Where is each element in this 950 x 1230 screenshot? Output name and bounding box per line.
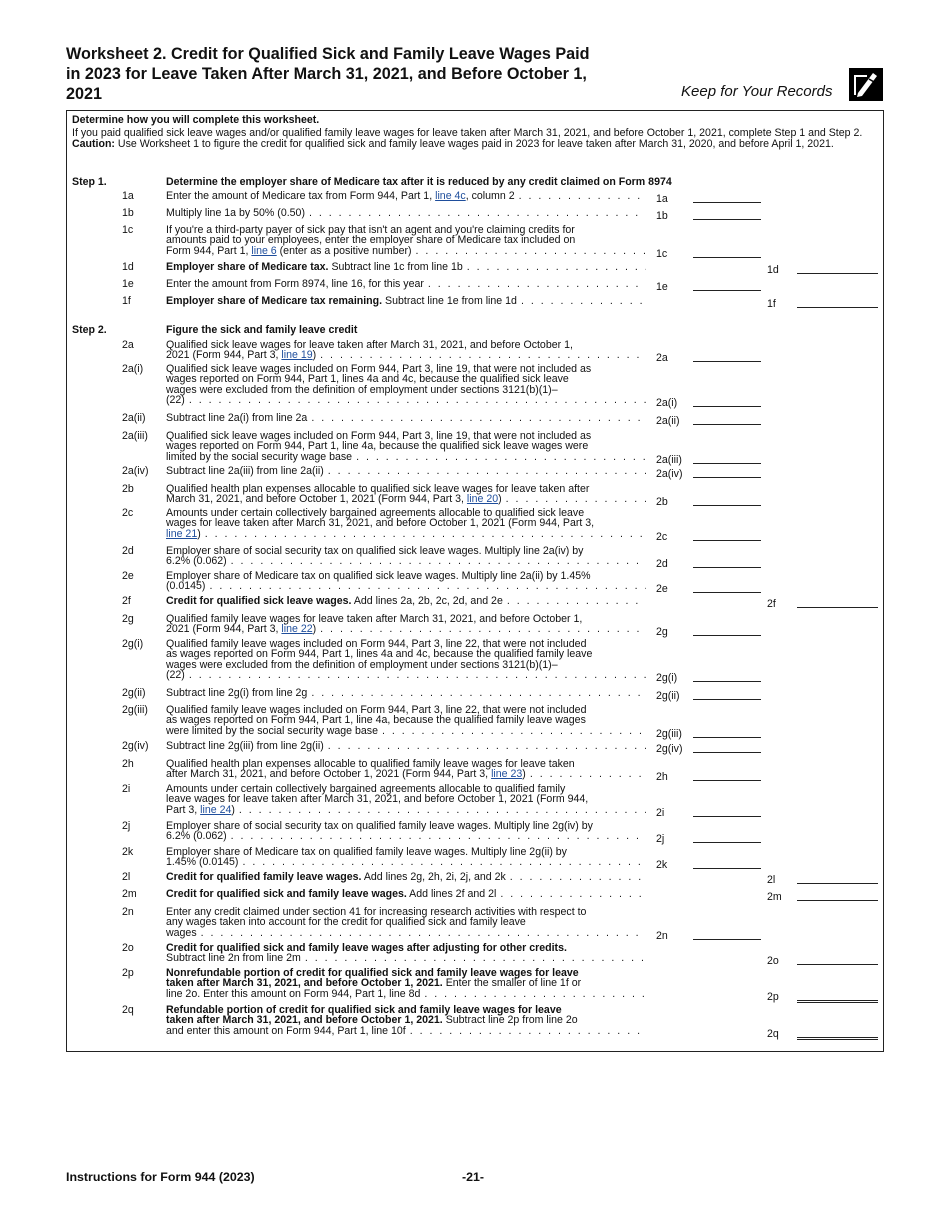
answer-line-label: 2a(ii) <box>656 415 680 427</box>
description-line <box>166 857 646 867</box>
description-text: taken after March 31, 2021, and before October 1, 2021. <box>166 977 443 990</box>
line-number: 2q <box>122 1004 134 1016</box>
dot-leader <box>320 350 646 360</box>
description-text: Nonrefundable portion of credit for qualified sick and family leave wages for leave <box>166 967 579 979</box>
description-text: Add lines 2f and 2l <box>406 888 497 900</box>
description-line <box>166 452 646 462</box>
description-text: as wages reported on Form 944, Part 1, line 4a, because the qualified family leave wages <box>166 714 586 727</box>
title-line: in 2023 for Leave Taken After March 31, 2021, and Before October 1, <box>66 65 587 83</box>
dot-leader <box>189 670 646 680</box>
amount-input-field[interactable] <box>797 873 878 884</box>
description-text: Enter the amount from Form 8974, line 16, for this year <box>166 278 424 290</box>
line-number: 1e <box>122 278 134 290</box>
line-description <box>166 741 646 751</box>
line-number: 2g(iii) <box>122 704 148 716</box>
line-description <box>166 759 646 780</box>
description-text: Qualified sick leave wages included on Form 944, Part 3, line 19, that were not included as <box>166 430 592 442</box>
amount-input-field[interactable] <box>693 929 761 940</box>
description-text: Add lines 2g, 2h, 2i, 2j, and 2k <box>361 871 506 883</box>
answer-line-label: 2d <box>656 558 668 571</box>
description-text: Multiply line 1a by 50% (0.50) <box>166 207 305 219</box>
line-number: 2a(ii) <box>122 412 146 424</box>
description-line <box>166 847 646 857</box>
line-number: 2l <box>122 871 131 883</box>
amount-input-field[interactable] <box>693 770 761 781</box>
line-description <box>166 847 646 868</box>
line-number: 2a(iii) <box>122 430 148 442</box>
answer-line-label: 1e <box>656 281 668 293</box>
description-text: March 31, 2021, and before October 1, 2021 (Form 944, Part 3, <box>166 493 467 506</box>
description-text: were limited by the social security wage base <box>166 724 378 737</box>
line-number: 2i <box>122 783 131 795</box>
description-line <box>166 670 646 680</box>
dot-leader <box>311 688 646 698</box>
description-line <box>166 494 646 504</box>
description-text: ) <box>312 349 317 362</box>
dot-leader <box>410 1026 646 1036</box>
line-description <box>166 596 646 606</box>
answer-line-label: 2a <box>656 352 668 365</box>
line-description <box>166 889 646 899</box>
description-text: ) <box>197 527 201 540</box>
description-text: Enter any credit claimed under section 41 for increasing research activities with respect to <box>166 906 587 918</box>
description-text: line 2o. Enter this amount on Form 944, Part 1, line 8d <box>166 987 421 1000</box>
description-text: amounts paid to your employees, enter the employer share of Medicare tax included on <box>166 234 576 247</box>
description-line <box>166 596 646 606</box>
line-number: 2f <box>122 595 131 607</box>
answer-line-label: 2h <box>656 771 668 784</box>
answer-line-label: 2a(iii) <box>656 453 682 466</box>
description-text: Qualified health plan expenses allocable to qualified family leave wages for leave taken <box>166 758 575 770</box>
description-text: wages reported on Form 944, Part 1, line 4a, because the qualified sick leave wages were <box>166 440 589 453</box>
form-line-link[interactable]: line 19 <box>281 349 313 362</box>
line-number: 2g <box>122 613 134 625</box>
description-line <box>166 208 646 218</box>
description-text: wages reported on Form 944, Part 1, lines 4a and 4c, because the qualified sick leave <box>166 373 569 386</box>
dot-leader <box>231 556 646 566</box>
description-text: Employer share of social security tax on qualified family leave wages. Multiply line 2g(iv) by <box>166 820 593 832</box>
caution-label: Caution: <box>72 138 115 150</box>
line-number: 1b <box>122 207 134 219</box>
form-line-link[interactable]: line 20 <box>466 493 499 506</box>
dot-leader <box>467 262 646 272</box>
description-text: (22) <box>166 393 185 406</box>
form-line-link[interactable]: line 23 <box>491 768 523 781</box>
answer-line-label: 2e <box>656 583 668 596</box>
description-text: (0.0145) <box>166 580 206 593</box>
pen-and-paper-icon <box>849 68 883 101</box>
step1-heading: Determine the employer share of Medicare tax after it is reduced by any credit claimed on Form 8974 <box>166 176 672 188</box>
title-line: 2021 <box>66 85 103 103</box>
answer-line-label: 2i <box>656 806 665 819</box>
intro-heading: Determine how you will complete this worksheet. <box>72 114 320 126</box>
dot-leader <box>205 529 646 539</box>
description-text: (enter as a positive number) <box>276 244 412 257</box>
dot-leader <box>311 413 646 423</box>
description-line <box>166 546 646 556</box>
description-line <box>166 279 646 289</box>
dot-leader <box>530 769 646 779</box>
description-text: Qualified sick leave wages included on Form 944, Part 3, line 19, that were not included as <box>166 363 592 375</box>
description-line <box>166 831 646 841</box>
description-text: 6.2% (0.062) <box>166 830 227 843</box>
line-description <box>166 340 646 361</box>
line-number: 2j <box>122 820 131 832</box>
dot-leader <box>416 246 646 256</box>
dot-leader <box>507 596 646 606</box>
description-text: Amounts under certain collectively bargained agreements allocable to qualified sick leave <box>166 507 585 519</box>
description-text: 6.2% (0.062) <box>166 555 227 568</box>
description-line <box>166 529 646 539</box>
line-description <box>166 484 646 505</box>
amount-input-field[interactable] <box>693 247 761 258</box>
amount-input-field[interactable] <box>797 890 878 901</box>
amount-input-field[interactable] <box>693 742 761 753</box>
amount-input-field[interactable] <box>693 453 761 464</box>
description-line <box>166 395 646 405</box>
line-number: 2g(i) <box>122 638 144 650</box>
description-text: ) <box>522 768 526 781</box>
dot-leader <box>500 889 646 899</box>
description-text: (22) <box>166 668 185 681</box>
description-line <box>166 872 646 882</box>
line-description <box>166 431 646 462</box>
line-number: 2a(iv) <box>122 465 149 477</box>
description-text: limited by the social security wage base <box>166 450 353 463</box>
description-line <box>166 726 646 736</box>
description-text: Subtract line 2g(iii) from line 2g(ii) <box>166 740 324 752</box>
line-description <box>166 784 646 815</box>
description-text: Subtract line 2a(iii) from line 2a(ii) <box>166 465 324 477</box>
line-number: 2g(iv) <box>122 740 149 752</box>
description-text: ) <box>231 803 235 816</box>
description-text: wages were excluded from the definition of employment under sections 3121(b)(1)– <box>166 658 558 671</box>
description-text: Enter the smaller of line 1f or <box>442 977 582 990</box>
amount-input-field[interactable] <box>693 832 761 843</box>
line-description <box>166 639 646 680</box>
form-line-link[interactable]: line 4c <box>435 190 466 202</box>
description-text: Form 944, Part 1, <box>166 244 252 257</box>
description-line <box>166 953 646 963</box>
line-description <box>166 688 646 698</box>
description-text: ) <box>312 623 317 636</box>
dot-leader <box>521 296 646 306</box>
dot-leader <box>242 857 646 867</box>
answer-line-label: 1d <box>767 264 779 276</box>
step1-label: Step 1. <box>72 176 107 188</box>
line-description <box>166 364 646 405</box>
amount-input-field[interactable] <box>693 689 761 700</box>
line-number: 1d <box>122 261 134 273</box>
description-line <box>166 385 646 395</box>
description-text: Employer share of social security tax on qualified sick leave wages. Multiply line 2a(iv) by <box>166 545 584 557</box>
answer-line-label: 2g(iii) <box>656 727 682 740</box>
description-text: Subtract line 2n from line 2m <box>166 952 301 965</box>
description-text: after March 31, 2021, and before October 1, 2021 (Form 944, Part 3, <box>166 768 492 781</box>
answer-line-label: 2g(iv) <box>656 743 683 755</box>
amount-input-field[interactable] <box>693 467 761 478</box>
dot-leader <box>209 581 646 591</box>
description-text: Employer share of Medicare tax. <box>166 261 329 273</box>
answer-line-label: 2f <box>767 598 776 610</box>
line-number: 2m <box>122 888 137 900</box>
line-description <box>166 225 646 256</box>
page-number: -21- <box>462 1170 485 1184</box>
description-text: Credit for qualified sick leave wages. <box>166 595 352 607</box>
line-number: 2h <box>122 758 134 770</box>
description-line <box>166 989 646 999</box>
form-line-link[interactable]: line 6 <box>251 244 277 257</box>
description-line <box>166 1026 646 1036</box>
amount-input-field[interactable] <box>693 582 761 593</box>
description-line <box>166 571 646 581</box>
line-number: 2o <box>122 942 134 954</box>
description-line <box>166 191 646 201</box>
answer-line-label: 2n <box>656 929 668 942</box>
amount-input-field[interactable] <box>797 263 878 274</box>
dot-leader <box>382 726 646 736</box>
line-number: 1c <box>122 224 134 236</box>
amount-input-field[interactable] <box>693 495 761 506</box>
description-text: Qualified family leave wages included on Form 944, Part 3, line 22, that were not included <box>166 638 587 650</box>
line-number: 2p <box>122 967 134 979</box>
description-line <box>166 917 646 927</box>
amount-input-field[interactable] <box>693 671 761 682</box>
line-number: 2a(i) <box>122 363 144 375</box>
line-description <box>166 466 646 476</box>
line-number: 2d <box>122 545 134 557</box>
description-text: Employer share of Medicare tax on qualified sick leave wages. Multiply line 2a(ii) by 1.45% <box>166 570 591 582</box>
description-text: leave wages for leave taken after March 31, 2021, and before October 1, 2021 (Form 944, <box>166 793 589 806</box>
amount-input-field[interactable] <box>797 954 878 965</box>
form-line-link[interactable]: line 22 <box>281 623 313 636</box>
dot-leader <box>510 872 646 882</box>
dot-leader <box>305 953 646 963</box>
description-text: Subtract line 1c from line 1b <box>328 261 463 273</box>
description-text: Credit for qualified sick and family leave wages after adjusting for other credits. <box>166 942 567 954</box>
dot-leader <box>428 279 646 289</box>
description-text: Refundable portion of credit for qualified sick and family leave wages for leave <box>166 1004 562 1016</box>
form-line-link[interactable]: line 24 <box>200 803 232 816</box>
answer-line-label: 1b <box>656 210 668 222</box>
description-text: If you're a third-party payer of sick pay that isn't an agent and you're claiming credits for <box>166 224 575 236</box>
amount-input-field[interactable] <box>693 625 761 636</box>
intro-section <box>72 114 872 150</box>
answer-line-label: 2g <box>656 626 668 639</box>
description-text: 1.45% (0.0145) <box>166 856 239 869</box>
dot-leader <box>189 395 646 405</box>
description-text: Subtract line 2p from line 2o <box>442 1014 578 1027</box>
description-text: ) <box>498 493 502 506</box>
line-description <box>166 943 646 964</box>
description-text: wages were excluded from the definition of employment under sections 3121(b)(1)– <box>166 383 558 396</box>
description-text: Credit for qualified family leave wages. <box>166 871 362 883</box>
description-line <box>166 928 646 938</box>
answer-line-label: 2j <box>656 833 665 846</box>
dot-leader <box>309 208 646 218</box>
description-text: Qualified family leave wages for leave taken after March 31, 2021, and before October 1, <box>166 613 583 625</box>
amount-input-field[interactable] <box>693 727 761 738</box>
description-text: as wages reported on Form 944, Part 1, lines 4a and 4c, because the qualified family leave <box>166 648 593 661</box>
line-description <box>166 1005 646 1036</box>
answer-line-label: 2m <box>767 891 782 903</box>
line-description <box>166 413 646 423</box>
line-number: 2k <box>122 846 134 858</box>
line-description <box>166 821 646 842</box>
amount-input-field[interactable] <box>693 396 761 407</box>
dot-leader <box>328 741 646 751</box>
answer-line-label: 2l <box>767 874 776 886</box>
description-text: Credit for qualified sick and family leave wages. <box>166 888 407 900</box>
line-number: 2c <box>122 507 134 519</box>
dot-leader <box>356 452 646 462</box>
description-text: Subtract line 1e from line 1d <box>382 295 517 307</box>
amount-input-field[interactable] <box>797 990 878 1003</box>
description-text: any wages taken into account for the credit for qualified sick and family leave <box>166 916 526 929</box>
answer-line-label: 2b <box>656 496 668 509</box>
description-line <box>166 794 646 804</box>
description-line <box>166 262 646 272</box>
description-text: Qualified sick leave wages for leave taken after March 31, 2021, and before October 1, <box>166 339 573 351</box>
line-description <box>166 546 646 567</box>
amount-input-field[interactable] <box>797 297 878 308</box>
description-line <box>166 821 646 831</box>
line-description <box>166 968 646 999</box>
answer-line-label: 2a(i) <box>656 396 678 409</box>
description-text: Add lines 2a, 2b, 2c, 2d, and 2e <box>351 595 503 607</box>
amount-input-field[interactable] <box>693 530 761 541</box>
description-line <box>166 413 646 423</box>
description-text: Employer share of Medicare tax on qualified family leave wages. Multiply line 2g(ii) by <box>166 846 567 858</box>
description-text: wages <box>166 926 197 939</box>
line-description <box>166 508 646 539</box>
amount-input-field[interactable] <box>693 858 761 869</box>
description-line <box>166 769 646 779</box>
line-description <box>166 571 646 592</box>
amount-input-field[interactable] <box>693 280 761 291</box>
answer-line-label: 2a(iv) <box>656 468 683 480</box>
description-line <box>166 660 646 670</box>
description-text: 2021 (Form 944, Part 3, <box>166 623 282 636</box>
description-line <box>166 805 646 815</box>
dot-leader <box>231 831 646 841</box>
dot-leader <box>201 928 646 938</box>
line-number: 2n <box>122 906 134 918</box>
answer-line-label: 2k <box>656 859 668 872</box>
line-number: 2e <box>122 570 134 582</box>
description-line <box>166 688 646 698</box>
step2-heading: Figure the sick and family leave credit <box>166 324 358 336</box>
description-line <box>166 518 646 528</box>
line-description <box>166 279 646 289</box>
description-text: taken after March 31, 2021, and before October 1, 2021. <box>166 1014 443 1027</box>
dot-leader <box>506 494 646 504</box>
answer-line-label: 2g(ii) <box>656 690 680 702</box>
line-description <box>166 705 646 736</box>
intro-text: If you paid qualified sick leave wages and/or qualified family leave wages for leave taken after March 31, 2021, and before October 1, 2021, complete Step 1 and Step 2. <box>72 127 863 139</box>
description-line <box>166 246 646 256</box>
amount-input-field[interactable] <box>693 806 761 817</box>
answer-line-label: 2c <box>656 530 668 543</box>
amount-input-field[interactable] <box>693 414 761 425</box>
line-number: 2g(ii) <box>122 687 146 699</box>
line-number: 2b <box>122 483 134 495</box>
line-description <box>166 208 646 218</box>
description-line <box>166 296 646 306</box>
description-line <box>166 889 646 899</box>
line-description <box>166 191 646 201</box>
dot-leader <box>519 191 646 201</box>
description-text: Qualified family leave wages included on Form 944, Part 3, line 22, that were not included <box>166 704 587 716</box>
description-text: , column 2 <box>465 190 515 202</box>
intro-text-b: Use Worksheet 1 to figure the credit for qualified sick and family leave wages paid in 2023 for leave taken after March 31, 2020, and before April 1, 2021. <box>114 138 834 150</box>
line-description <box>166 296 646 306</box>
description-text: Amounts under certain collectively bargained agreements allocable to qualified family <box>166 783 566 795</box>
answer-line-label: 2p <box>767 990 779 1003</box>
answer-line-label: 1f <box>767 298 776 310</box>
line-description <box>166 907 646 938</box>
answer-line-label: 1a <box>656 193 668 205</box>
answer-line-label: 1c <box>656 247 668 260</box>
line-number: 1a <box>122 190 134 202</box>
title-line: Worksheet 2. Credit for Qualified Sick and Family Leave Wages Paid <box>66 45 590 63</box>
line-description <box>166 872 646 882</box>
description-line <box>166 466 646 476</box>
description-text: wages for leave taken after March 31, 2021, and before October 1, 2021 (Form 944, Part 3, <box>166 517 595 530</box>
keep-for-records-label: Keep for Your Records <box>681 83 833 100</box>
page-title <box>66 44 626 104</box>
description-line <box>166 741 646 751</box>
description-text: Qualified health plan expenses allocable to qualified sick leave wages for leave taken after <box>166 483 590 495</box>
description-text: and enter this amount on Form 944, Part 1, line 10f <box>166 1024 406 1037</box>
description-line <box>166 624 646 634</box>
description-text: Enter the amount of Medicare tax from Form 944, Part 1, <box>166 190 436 202</box>
amount-input-field[interactable] <box>797 1027 878 1040</box>
line-description <box>166 262 646 272</box>
dot-leader <box>328 466 646 476</box>
line-number: 2a <box>122 339 134 351</box>
line-number: 1f <box>122 295 131 307</box>
description-text: Part 3, <box>166 803 201 816</box>
amount-input-field[interactable] <box>693 192 761 203</box>
amount-input-field[interactable] <box>693 209 761 220</box>
answer-line-label: 2o <box>767 955 779 968</box>
dot-leader <box>424 989 646 999</box>
footer-form-title: Instructions for Form 944 (2023) <box>66 1170 255 1184</box>
description-line <box>166 350 646 360</box>
description-text: Subtract line 2a(i) from line 2a <box>166 412 308 424</box>
dot-leader <box>239 805 646 815</box>
answer-line-label: 2g(i) <box>656 671 678 684</box>
answer-line-label: 2q <box>767 1027 779 1040</box>
amount-input-field[interactable] <box>797 597 878 608</box>
description-line <box>166 581 646 591</box>
description-text: Employer share of Medicare tax remaining. <box>166 295 383 307</box>
amount-input-field[interactable] <box>693 557 761 568</box>
description-text: Subtract line 2g(i) from line 2g <box>166 687 308 699</box>
step2-label: Step 2. <box>72 324 107 336</box>
description-text: 2021 (Form 944, Part 3, <box>166 349 282 362</box>
dot-leader <box>320 624 646 634</box>
amount-input-field[interactable] <box>693 351 761 362</box>
form-line-link[interactable]: line 21 <box>166 527 198 540</box>
description-line <box>166 556 646 566</box>
line-description <box>166 614 646 635</box>
